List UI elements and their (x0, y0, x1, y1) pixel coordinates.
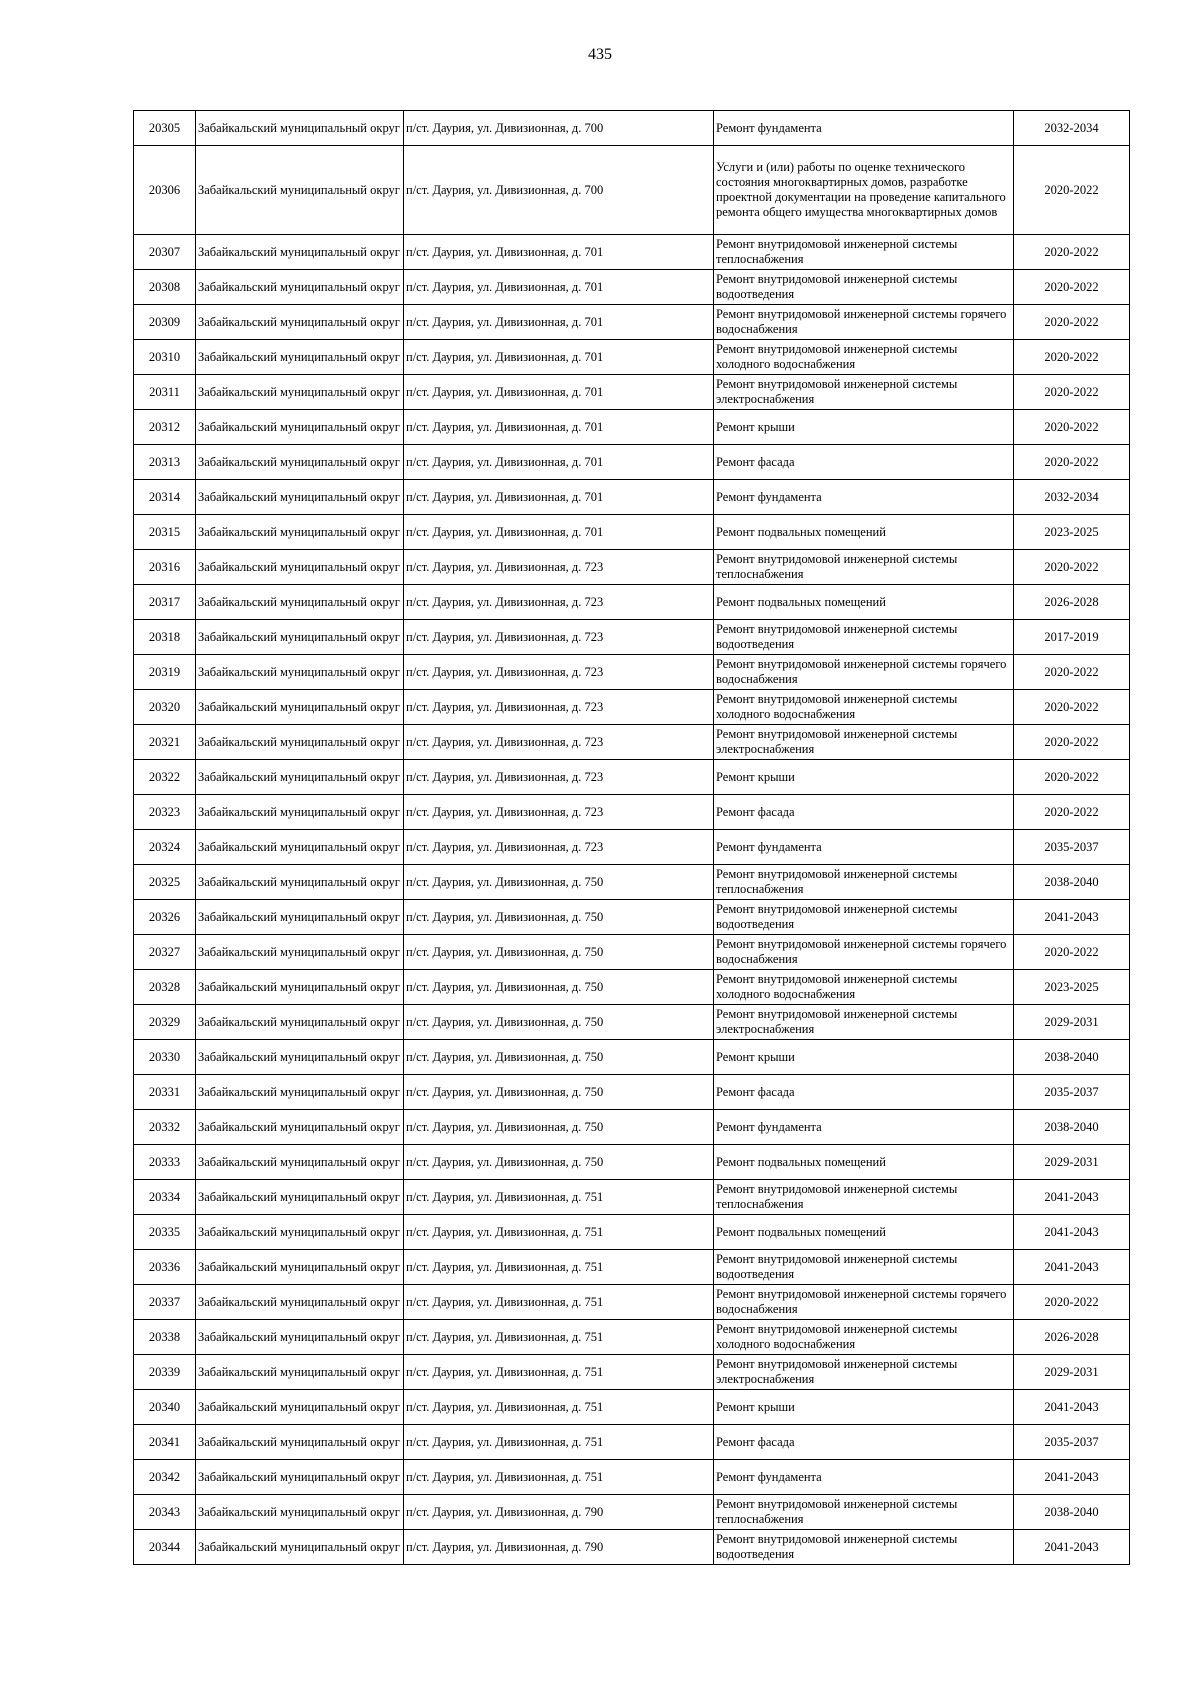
period-cell: 2035-2037 (1014, 830, 1130, 865)
address-cell: п/ст. Даурия, ул. Дивизионная, д. 750 (404, 865, 714, 900)
period-cell: 2020-2022 (1014, 795, 1130, 830)
address-cell: п/ст. Даурия, ул. Дивизионная, д. 723 (404, 760, 714, 795)
row-number: 20329 (134, 1005, 196, 1040)
period-cell: 2041-2043 (1014, 900, 1130, 935)
table-row (134, 1145, 1130, 1180)
work-type-cell: Ремонт фасада (714, 445, 1014, 480)
work-type-cell: Ремонт внутридомовой инженерной системы горячего водоснабжения (714, 935, 1014, 970)
row-number: 20311 (134, 375, 196, 410)
address-cell: п/ст. Даурия, ул. Дивизионная, д. 723 (404, 830, 714, 865)
table-row (134, 1390, 1130, 1425)
municipality-cell: Забайкальский муниципальный округ (196, 655, 404, 690)
municipality-cell: Забайкальский муниципальный округ (196, 1425, 404, 1460)
address-cell: п/ст. Даурия, ул. Дивизионная, д. 751 (404, 1250, 714, 1285)
period-cell: 2023-2025 (1014, 515, 1130, 550)
municipality-cell: Забайкальский муниципальный округ (196, 725, 404, 760)
period-cell: 2023-2025 (1014, 970, 1130, 1005)
table-row (134, 900, 1130, 935)
address-cell: п/ст. Даурия, ул. Дивизионная, д. 750 (404, 1005, 714, 1040)
period-cell: 2020-2022 (1014, 1285, 1130, 1320)
work-type-cell: Ремонт внутридомовой инженерной системы водоотведения (714, 900, 1014, 935)
address-cell: п/ст. Даурия, ул. Дивизионная, д. 723 (404, 690, 714, 725)
row-number: 20321 (134, 725, 196, 760)
row-number: 20324 (134, 830, 196, 865)
work-type-cell: Ремонт крыши (714, 410, 1014, 445)
period-cell: 2032-2034 (1014, 480, 1130, 515)
address-cell: п/ст. Даурия, ул. Дивизионная, д. 750 (404, 1145, 714, 1180)
work-type-cell: Ремонт внутридомовой инженерной системы теплоснабжения (714, 550, 1014, 585)
work-type-cell: Услуги и (или) работы по оценке технического состояния многоквартирных домов, разработке проектной документации на проведение капитального ремонта общего имущества многоквартирных домов (714, 146, 1014, 235)
municipality-cell: Забайкальский муниципальный округ (196, 1530, 404, 1565)
municipality-cell: Забайкальский муниципальный округ (196, 1005, 404, 1040)
period-cell: 2041-2043 (1014, 1250, 1130, 1285)
row-number: 20323 (134, 795, 196, 830)
period-cell: 2020-2022 (1014, 725, 1130, 760)
work-type-cell: Ремонт фундамента (714, 1110, 1014, 1145)
row-number: 20315 (134, 515, 196, 550)
address-cell: п/ст. Даурия, ул. Дивизионная, д. 723 (404, 795, 714, 830)
table-row (134, 830, 1130, 865)
work-type-cell: Ремонт внутридомовой инженерной системы холодного водоснабжения (714, 690, 1014, 725)
period-cell: 2020-2022 (1014, 690, 1130, 725)
work-type-cell: Ремонт внутридомовой инженерной системы горячего водоснабжения (714, 655, 1014, 690)
table-row (134, 410, 1130, 445)
work-type-cell: Ремонт фасада (714, 1425, 1014, 1460)
work-type-cell: Ремонт внутридомовой инженерной системы электроснабжения (714, 375, 1014, 410)
address-cell: п/ст. Даурия, ул. Дивизионная, д. 751 (404, 1390, 714, 1425)
period-cell: 2020-2022 (1014, 935, 1130, 970)
page-number: 435 (588, 46, 612, 63)
work-type-cell: Ремонт внутридомовой инженерной системы горячего водоснабжения (714, 1285, 1014, 1320)
municipality-cell: Забайкальский муниципальный округ (196, 270, 404, 305)
address-cell: п/ст. Даурия, ул. Дивизионная, д. 751 (404, 1355, 714, 1390)
municipality-cell: Забайкальский муниципальный округ (196, 305, 404, 340)
municipality-cell: Забайкальский муниципальный округ (196, 375, 404, 410)
row-number: 20339 (134, 1355, 196, 1390)
table-row (134, 235, 1130, 270)
period-cell: 2020-2022 (1014, 375, 1130, 410)
municipality-cell: Забайкальский муниципальный округ (196, 1355, 404, 1390)
table-row (134, 270, 1130, 305)
municipality-cell: Забайкальский муниципальный округ (196, 865, 404, 900)
work-type-cell: Ремонт фасада (714, 795, 1014, 830)
municipality-cell: Забайкальский муниципальный округ (196, 1040, 404, 1075)
period-cell: 2020-2022 (1014, 270, 1130, 305)
period-cell: 2038-2040 (1014, 1110, 1130, 1145)
row-number: 20322 (134, 760, 196, 795)
table-row (134, 585, 1130, 620)
work-type-cell: Ремонт подвальных помещений (714, 1145, 1014, 1180)
address-cell: п/ст. Даурия, ул. Дивизионная, д. 701 (404, 445, 714, 480)
table-row (134, 1005, 1130, 1040)
address-cell: п/ст. Даурия, ул. Дивизионная, д. 723 (404, 620, 714, 655)
address-cell: п/ст. Даурия, ул. Дивизионная, д. 723 (404, 585, 714, 620)
period-cell: 2041-2043 (1014, 1390, 1130, 1425)
work-type-cell: Ремонт внутридомовой инженерной системы теплоснабжения (714, 1495, 1014, 1530)
table-row (134, 1460, 1130, 1495)
row-number: 20332 (134, 1110, 196, 1145)
municipality-cell: Забайкальский муниципальный округ (196, 935, 404, 970)
address-cell: п/ст. Даурия, ул. Дивизионная, д. 701 (404, 515, 714, 550)
table-row (134, 1355, 1130, 1390)
table-row (134, 340, 1130, 375)
capital-repair-table (133, 110, 1130, 1565)
table-row (134, 305, 1130, 340)
address-cell: п/ст. Даурия, ул. Дивизионная, д. 700 (404, 111, 714, 146)
table-row (134, 1530, 1130, 1565)
row-number: 20308 (134, 270, 196, 305)
municipality-cell: Забайкальский муниципальный округ (196, 1460, 404, 1495)
address-cell: п/ст. Даурия, ул. Дивизионная, д. 751 (404, 1180, 714, 1215)
row-number: 20334 (134, 1180, 196, 1215)
period-cell: 2020-2022 (1014, 235, 1130, 270)
period-cell: 2026-2028 (1014, 1320, 1130, 1355)
table-row (134, 865, 1130, 900)
work-type-cell: Ремонт внутридомовой инженерной системы теплоснабжения (714, 865, 1014, 900)
row-number: 20325 (134, 865, 196, 900)
municipality-cell: Забайкальский муниципальный округ (196, 760, 404, 795)
row-number: 20342 (134, 1460, 196, 1495)
address-cell: п/ст. Даурия, ул. Дивизионная, д. 790 (404, 1530, 714, 1565)
row-number: 20319 (134, 655, 196, 690)
address-cell: п/ст. Даурия, ул. Дивизионная, д. 751 (404, 1215, 714, 1250)
work-type-cell: Ремонт фундамента (714, 111, 1014, 146)
period-cell: 2020-2022 (1014, 760, 1130, 795)
municipality-cell: Забайкальский муниципальный округ (196, 830, 404, 865)
row-number: 20338 (134, 1320, 196, 1355)
period-cell: 2020-2022 (1014, 550, 1130, 585)
table-row (134, 1250, 1130, 1285)
table-row (134, 445, 1130, 480)
address-cell: п/ст. Даурия, ул. Дивизионная, д. 750 (404, 1110, 714, 1145)
row-number: 20307 (134, 235, 196, 270)
row-number: 20330 (134, 1040, 196, 1075)
table-row (134, 375, 1130, 410)
row-number: 20328 (134, 970, 196, 1005)
work-type-cell: Ремонт внутридомовой инженерной системы холодного водоснабжения (714, 970, 1014, 1005)
table-row (134, 1180, 1130, 1215)
municipality-cell: Забайкальский муниципальный округ (196, 235, 404, 270)
municipality-cell: Забайкальский муниципальный округ (196, 1180, 404, 1215)
period-cell: 2035-2037 (1014, 1075, 1130, 1110)
row-number: 20333 (134, 1145, 196, 1180)
municipality-cell: Забайкальский муниципальный округ (196, 111, 404, 146)
period-cell: 2017-2019 (1014, 620, 1130, 655)
period-cell: 2020-2022 (1014, 655, 1130, 690)
address-cell: п/ст. Даурия, ул. Дивизионная, д. 701 (404, 340, 714, 375)
address-cell: п/ст. Даурия, ул. Дивизионная, д. 701 (404, 235, 714, 270)
municipality-cell: Забайкальский муниципальный округ (196, 550, 404, 585)
municipality-cell: Забайкальский муниципальный округ (196, 515, 404, 550)
row-number: 20317 (134, 585, 196, 620)
work-type-cell: Ремонт фундамента (714, 480, 1014, 515)
row-number: 20320 (134, 690, 196, 725)
municipality-cell: Забайкальский муниципальный округ (196, 1250, 404, 1285)
municipality-cell: Забайкальский муниципальный округ (196, 480, 404, 515)
work-type-cell: Ремонт подвальных помещений (714, 585, 1014, 620)
address-cell: п/ст. Даурия, ул. Дивизионная, д. 701 (404, 375, 714, 410)
address-cell: п/ст. Даурия, ул. Дивизионная, д. 723 (404, 550, 714, 585)
address-cell: п/ст. Даурия, ул. Дивизионная, д. 751 (404, 1320, 714, 1355)
row-number: 20326 (134, 900, 196, 935)
period-cell: 2032-2034 (1014, 111, 1130, 146)
row-number: 20312 (134, 410, 196, 445)
work-type-cell: Ремонт подвальных помещений (714, 515, 1014, 550)
address-cell: п/ст. Даурия, ул. Дивизионная, д. 750 (404, 1075, 714, 1110)
period-cell: 2041-2043 (1014, 1215, 1130, 1250)
table-row (134, 1425, 1130, 1460)
table-row (134, 970, 1130, 1005)
work-type-cell: Ремонт внутридомовой инженерной системы холодного водоснабжения (714, 340, 1014, 375)
work-type-cell: Ремонт внутридомовой инженерной системы холодного водоснабжения (714, 1320, 1014, 1355)
municipality-cell: Забайкальский муниципальный округ (196, 1320, 404, 1355)
table-row (134, 111, 1130, 146)
work-type-cell: Ремонт внутридомовой инженерной системы водоотведения (714, 1250, 1014, 1285)
period-cell: 2020-2022 (1014, 410, 1130, 445)
work-type-cell: Ремонт внутридомовой инженерной системы водоотведения (714, 1530, 1014, 1565)
work-type-cell: Ремонт внутридомовой инженерной системы электроснабжения (714, 1355, 1014, 1390)
work-type-cell: Ремонт фундамента (714, 830, 1014, 865)
address-cell: п/ст. Даурия, ул. Дивизионная, д. 700 (404, 146, 714, 235)
address-cell: п/ст. Даурия, ул. Дивизионная, д. 723 (404, 725, 714, 760)
row-number: 20310 (134, 340, 196, 375)
work-type-cell: Ремонт внутридомовой инженерной системы теплоснабжения (714, 1180, 1014, 1215)
address-cell: п/ст. Даурия, ул. Дивизионная, д. 750 (404, 970, 714, 1005)
period-cell: 2041-2043 (1014, 1530, 1130, 1565)
period-cell: 2029-2031 (1014, 1355, 1130, 1390)
municipality-cell: Забайкальский муниципальный округ (196, 340, 404, 375)
row-number: 20337 (134, 1285, 196, 1320)
period-cell: 2026-2028 (1014, 585, 1130, 620)
row-number: 20305 (134, 111, 196, 146)
municipality-cell: Забайкальский муниципальный округ (196, 1285, 404, 1320)
table-row (134, 515, 1130, 550)
row-number: 20318 (134, 620, 196, 655)
table-row (134, 620, 1130, 655)
period-cell: 2020-2022 (1014, 445, 1130, 480)
municipality-cell: Забайкальский муниципальный округ (196, 1145, 404, 1180)
table-row (134, 1495, 1130, 1530)
municipality-cell: Забайкальский муниципальный округ (196, 1215, 404, 1250)
address-cell: п/ст. Даурия, ул. Дивизионная, д. 790 (404, 1495, 714, 1530)
row-number: 20309 (134, 305, 196, 340)
municipality-cell: Забайкальский муниципальный округ (196, 900, 404, 935)
address-cell: п/ст. Даурия, ул. Дивизионная, д. 701 (404, 270, 714, 305)
table-row (134, 655, 1130, 690)
row-number: 20313 (134, 445, 196, 480)
period-cell: 2035-2037 (1014, 1425, 1130, 1460)
address-cell: п/ст. Даурия, ул. Дивизионная, д. 701 (404, 480, 714, 515)
row-number: 20344 (134, 1530, 196, 1565)
municipality-cell: Забайкальский муниципальный округ (196, 445, 404, 480)
table-row (134, 760, 1130, 795)
municipality-cell: Забайкальский муниципальный округ (196, 410, 404, 445)
municipality-cell: Забайкальский муниципальный округ (196, 585, 404, 620)
table-row (134, 690, 1130, 725)
work-type-cell: Ремонт крыши (714, 760, 1014, 795)
municipality-cell: Забайкальский муниципальный округ (196, 1110, 404, 1145)
municipality-cell: Забайкальский муниципальный округ (196, 970, 404, 1005)
address-cell: п/ст. Даурия, ул. Дивизионная, д. 750 (404, 935, 714, 970)
row-number: 20341 (134, 1425, 196, 1460)
row-number: 20331 (134, 1075, 196, 1110)
work-type-cell: Ремонт внутридомовой инженерной системы водоотведения (714, 270, 1014, 305)
row-number: 20340 (134, 1390, 196, 1425)
period-cell: 2029-2031 (1014, 1145, 1130, 1180)
row-number: 20314 (134, 480, 196, 515)
address-cell: п/ст. Даурия, ул. Дивизионная, д. 701 (404, 410, 714, 445)
row-number: 20336 (134, 1250, 196, 1285)
table-row (134, 1320, 1130, 1355)
work-type-cell: Ремонт внутридомовой инженерной системы горячего водоснабжения (714, 305, 1014, 340)
address-cell: п/ст. Даурия, ул. Дивизионная, д. 751 (404, 1425, 714, 1460)
work-type-cell: Ремонт внутридомовой инженерной системы электроснабжения (714, 1005, 1014, 1040)
period-cell: 2038-2040 (1014, 1495, 1130, 1530)
municipality-cell: Забайкальский муниципальный округ (196, 795, 404, 830)
table-row (134, 795, 1130, 830)
period-cell: 2020-2022 (1014, 340, 1130, 375)
address-cell: п/ст. Даурия, ул. Дивизионная, д. 701 (404, 305, 714, 340)
municipality-cell: Забайкальский муниципальный округ (196, 620, 404, 655)
table-body (134, 111, 1130, 1565)
table-row (134, 1040, 1130, 1075)
period-cell: 2020-2022 (1014, 305, 1130, 340)
period-cell: 2041-2043 (1014, 1460, 1130, 1495)
table-row (134, 550, 1130, 585)
row-number: 20343 (134, 1495, 196, 1530)
address-cell: п/ст. Даурия, ул. Дивизионная, д. 750 (404, 900, 714, 935)
municipality-cell: Забайкальский муниципальный округ (196, 1495, 404, 1530)
row-number: 20335 (134, 1215, 196, 1250)
table-row (134, 1215, 1130, 1250)
municipality-cell: Забайкальский муниципальный округ (196, 1075, 404, 1110)
row-number: 20327 (134, 935, 196, 970)
period-cell: 2029-2031 (1014, 1005, 1130, 1040)
work-type-cell: Ремонт крыши (714, 1040, 1014, 1075)
row-number: 20306 (134, 146, 196, 235)
table-row (134, 480, 1130, 515)
period-cell: 2038-2040 (1014, 865, 1130, 900)
work-type-cell: Ремонт подвальных помещений (714, 1215, 1014, 1250)
work-type-cell: Ремонт фундамента (714, 1460, 1014, 1495)
table-row (134, 725, 1130, 760)
table-row (134, 1285, 1130, 1320)
table-row (134, 1075, 1130, 1110)
period-cell: 2041-2043 (1014, 1180, 1130, 1215)
address-cell: п/ст. Даурия, ул. Дивизионная, д. 751 (404, 1460, 714, 1495)
work-type-cell: Ремонт внутридомовой инженерной системы водоотведения (714, 620, 1014, 655)
address-cell: п/ст. Даурия, ул. Дивизионная, д. 750 (404, 1040, 714, 1075)
address-cell: п/ст. Даурия, ул. Дивизионная, д. 751 (404, 1285, 714, 1320)
municipality-cell: Забайкальский муниципальный округ (196, 146, 404, 235)
table-row (134, 146, 1130, 235)
municipality-cell: Забайкальский муниципальный округ (196, 1390, 404, 1425)
table-row (134, 935, 1130, 970)
work-type-cell: Ремонт фасада (714, 1075, 1014, 1110)
period-cell: 2020-2022 (1014, 146, 1130, 235)
row-number: 20316 (134, 550, 196, 585)
address-cell: п/ст. Даурия, ул. Дивизионная, д. 723 (404, 655, 714, 690)
work-type-cell: Ремонт внутридомовой инженерной системы теплоснабжения (714, 235, 1014, 270)
period-cell: 2038-2040 (1014, 1040, 1130, 1075)
municipality-cell: Забайкальский муниципальный округ (196, 690, 404, 725)
table-row (134, 1110, 1130, 1145)
work-type-cell: Ремонт внутридомовой инженерной системы электроснабжения (714, 725, 1014, 760)
work-type-cell: Ремонт крыши (714, 1390, 1014, 1425)
